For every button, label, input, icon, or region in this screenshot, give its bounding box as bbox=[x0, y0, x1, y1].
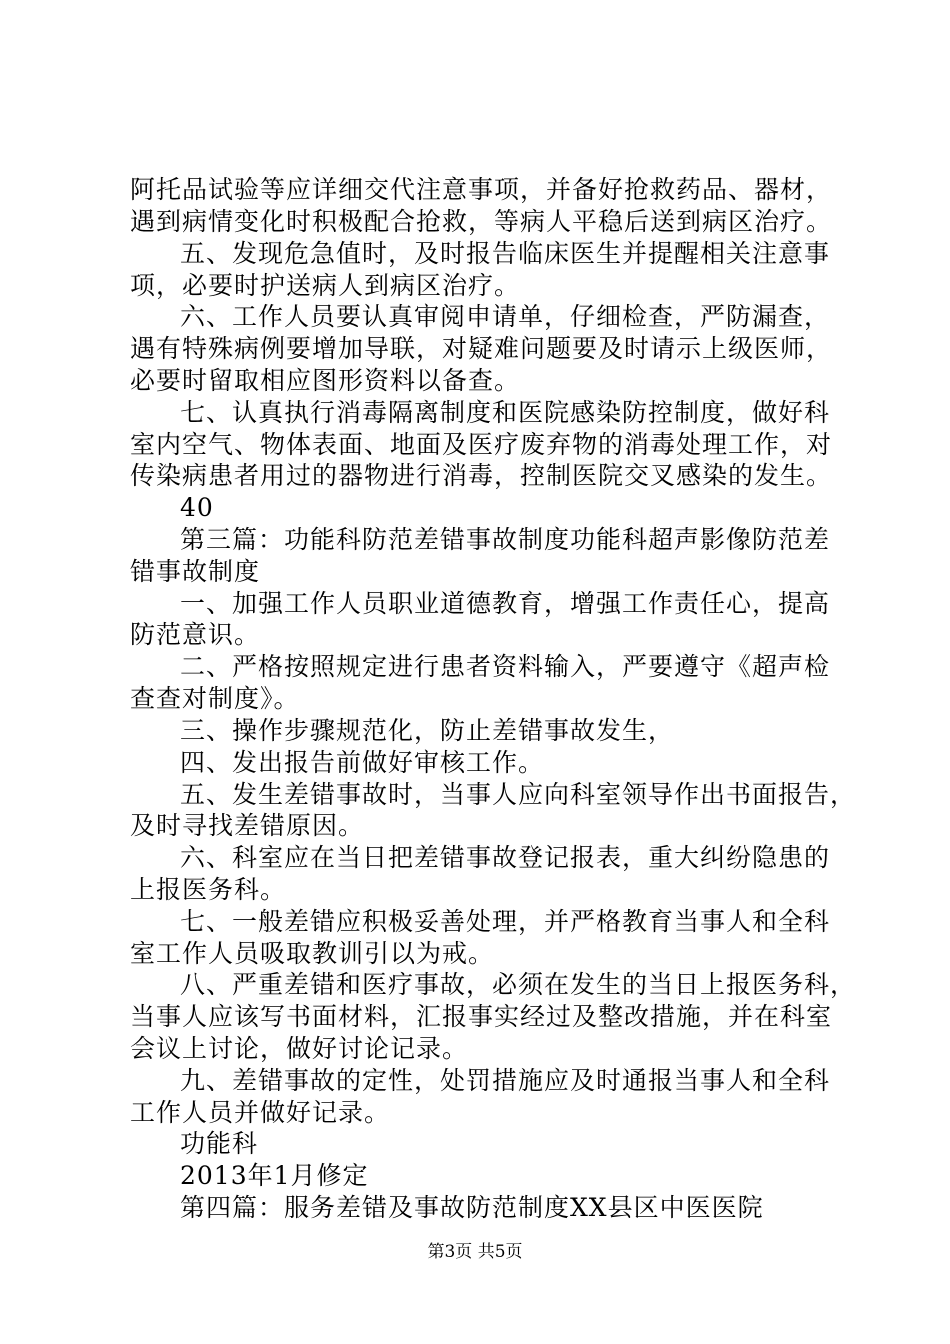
signature-department: 功能科 bbox=[180, 1129, 259, 1158]
body-line: 二、严格按照规定进行患者资料输入，严要遵守《超声检 bbox=[180, 652, 831, 681]
body-line: 遇有特殊病例要增加导联，对疑难问题要及时请示上级医师， bbox=[130, 334, 833, 363]
body-line: 查查对制度》。 bbox=[130, 684, 300, 713]
body-line: 五、发生差错事故时，当事人应向科室领导作出书面报告， bbox=[180, 780, 857, 809]
body-line: 防范意识。 bbox=[130, 620, 261, 649]
body-line: 工作人员并做好记录。 bbox=[130, 1098, 391, 1127]
body-line: 七、认真执行消毒隔离制度和医院感染防控制度，做好科 bbox=[180, 398, 831, 427]
section-heading: 第三篇：功能科防范差错事故制度功能科超声影像防范差 bbox=[180, 525, 831, 554]
body-line: 项，必要时护送病人到病区治疗。 bbox=[130, 271, 521, 300]
body-line: 必要时留取相应图形资料以备查。 bbox=[130, 366, 521, 395]
page-number-marker: 40 bbox=[180, 493, 214, 522]
body-line: 四、发出报告前做好审核工作。 bbox=[180, 748, 545, 777]
body-line: 八、严重差错和医疗事故，必须在发生的当日上报医务科， bbox=[180, 970, 857, 999]
page-footer: 第3页 共5页 bbox=[427, 1242, 523, 1262]
revision-date: 2013年1月修定 bbox=[180, 1161, 369, 1190]
section-heading: 错事故制度 bbox=[130, 557, 261, 586]
body-line: 九、差错事故的定性，处罚措施应及时通报当事人和全科 bbox=[180, 1066, 831, 1095]
body-line: 一、加强工作人员职业道德教育，增强工作责任心，提高 bbox=[180, 589, 831, 618]
body-line: 上报医务科。 bbox=[130, 875, 287, 904]
body-line: 室内空气、物体表面、地面及医疗废弃物的消毒处理工作，对 bbox=[130, 430, 833, 459]
body-line: 室工作人员吸取教训引以为戒。 bbox=[130, 939, 495, 968]
body-line: 及时寻找差错原因。 bbox=[130, 811, 365, 840]
body-line: 七、一般差错应积极妥善处理，并严格教育当事人和全科 bbox=[180, 907, 831, 936]
section-heading: 第四篇：服务差错及事故防范制度XX县区中医医院 bbox=[180, 1193, 764, 1222]
body-line: 当事人应该写书面材料，汇报事实经过及整改措施，并在科室 bbox=[130, 1002, 833, 1031]
body-line: 三、操作步骤规范化，防止差错事故发生， bbox=[180, 716, 675, 745]
body-line: 五、发现危急值时，及时报告临床医生并提醒相关注意事 bbox=[180, 239, 831, 268]
body-line: 遇到病情变化时积极配合抢救，等病人平稳后送到病区治疗。 bbox=[130, 207, 833, 236]
body-line: 阿托品试验等应详细交代注意事项，并备好抢救药品、器材， bbox=[130, 175, 833, 204]
body-line: 传染病患者用过的器物进行消毒，控制医院交叉感染的发生。 bbox=[130, 461, 833, 490]
body-line: 六、工作人员要认真审阅申请单，仔细检查，严防漏查， bbox=[180, 302, 831, 331]
body-line: 六、科室应在当日把差错事故登记报表，重大纠纷隐患的 bbox=[180, 843, 831, 872]
body-line: 会议上讨论，做好讨论记录。 bbox=[130, 1034, 469, 1063]
